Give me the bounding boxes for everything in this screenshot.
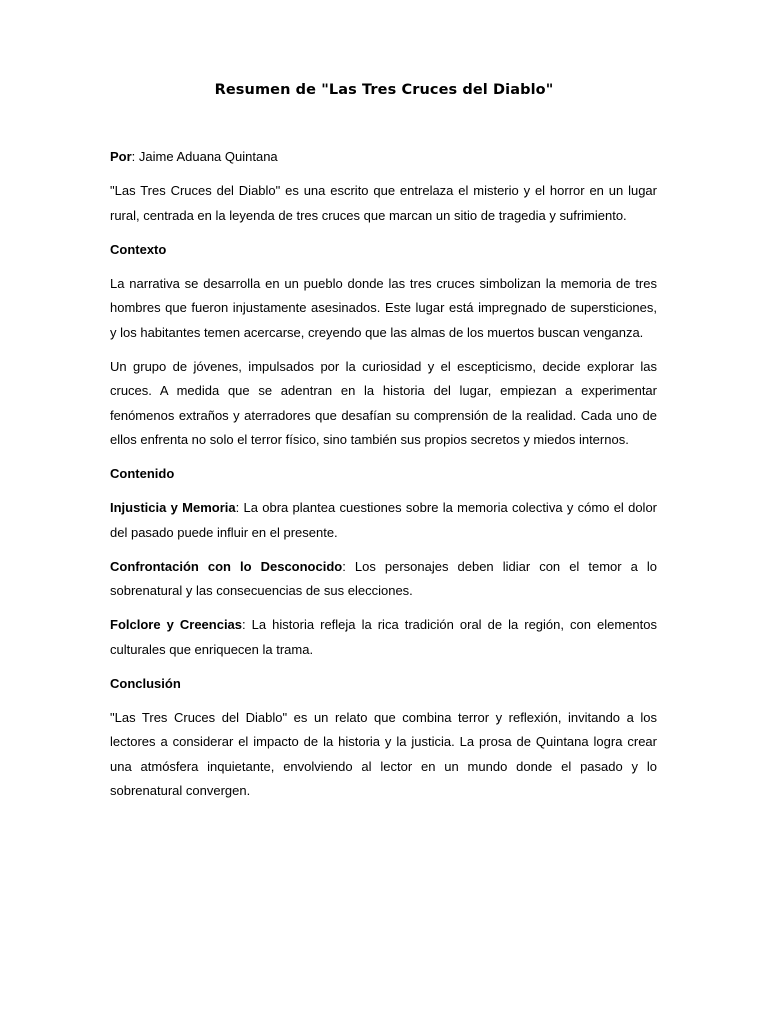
content-item-text: : La obra plantea cuestiones sobre la memoria colectiva y cómo el dolor del pasado puede influir en el presente. bbox=[110, 500, 657, 540]
content-item-label: Folclore y Creencias bbox=[110, 617, 243, 632]
document-title: Resumen de "Las Tres Cruces del Diablo" bbox=[214, 82, 554, 98]
content-item-label: Confrontación con lo Desconocido bbox=[110, 558, 343, 574]
content-item-confrontacion bbox=[110, 555, 657, 604]
context-heading: Contexto bbox=[110, 241, 167, 257]
conclusion-paragraph: "Las Tres Cruces del Diablo" es un relato que combina terror y reflexión, invitando a los lectores a considerar el impacto de la historia y la justicia. La prosa de Quintana logra crear una atmósfera inquietante, envolviendo al lector en un mundo donde el pasado y lo sobrenatural convergen. bbox=[110, 709, 657, 798]
author-label: Por bbox=[110, 149, 132, 164]
content-item-text: : Los personajes deben lidiar con el temor a lo sobrenatural y las consecuencias de sus elecciones. bbox=[110, 558, 658, 598]
author-line bbox=[110, 145, 657, 170]
conclusion-heading: Conclusión bbox=[110, 675, 181, 691]
content-item-label: Injusticia y Memoria bbox=[110, 500, 236, 515]
content-item-text: : La historia refleja la rica tradición oral de la región, con elementos culturales que enriquecen la trama. bbox=[110, 617, 658, 657]
intro-paragraph: "Las Tres Cruces del Diablo" es una escrito que entrelaza el misterio y el horror en un lugar rural, centrada en la leyenda de tres cruces que marcan un sitio de tragedia y sufrimiento. bbox=[110, 183, 657, 223]
context-paragraph-2: Un grupo de jóvenes, impulsados por la curiosidad y el escepticismo, decide explorar las cruces. A medida que se adentran en la historia del lugar, empiezan a experimentar fenómenos extraños y aterradores que desafían su comprensión de la realidad. Cada uno de ellos enfrenta no solo el terror físico, sino también sus propios secretos y miedos internos. bbox=[110, 358, 657, 447]
content-heading: Contenido bbox=[110, 466, 175, 481]
document-body bbox=[110, 145, 657, 813]
context-paragraph-1: La narrativa se desarrolla en un pueblo donde las tres cruces simbolizan la memoria de tres hombres que fueron injustamente asesinados. Este lugar está impregnado de supersticiones, y los habitantes temen acercarse, creyendo que las almas de los muertos buscan venganza. bbox=[110, 275, 657, 340]
author-name: : Jaime Aduana Quintana bbox=[131, 149, 278, 164]
content-item-injusticia bbox=[110, 496, 657, 545]
content-item-folclore bbox=[110, 613, 657, 662]
